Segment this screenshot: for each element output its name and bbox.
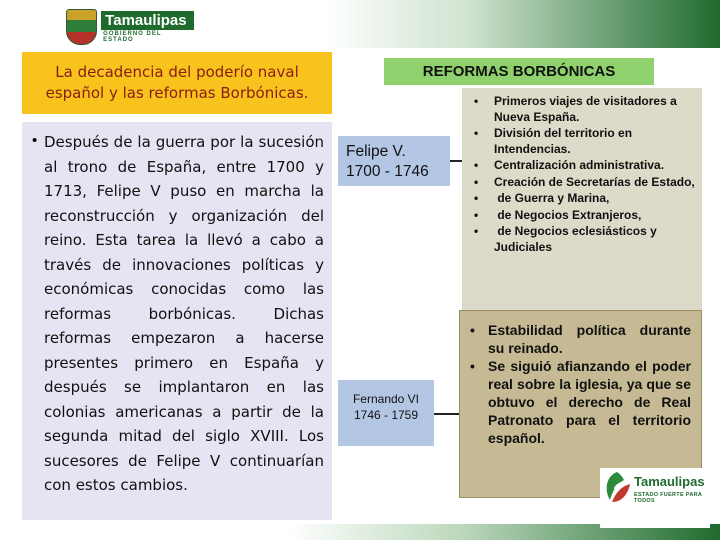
state-crest-icon [66,9,97,45]
swirl-icon [602,468,632,508]
felipe-v-box [338,136,450,186]
footer-logo-name: Tamaulipas [634,474,705,489]
list-item: • Creación de Secretarías de Estado, [472,175,696,191]
logo-subtitle: GOBIERNO DEL ESTADO [103,30,162,43]
header-bar [0,0,720,48]
list-item: • Primeros viajes de visitadores a Nueva España. [472,94,696,125]
fernando-connector [434,413,460,415]
slide-title-line2: español y las reformas Borbónicas. [45,84,309,102]
list-item: • Estabilidad política durante su reinado. [468,321,691,357]
list-item: • División del territorio en Intendencias. [472,126,696,157]
main-text-box [22,122,332,520]
list-item: • Centralización administrativa. [472,158,696,174]
felipe-name: Felipe V. [346,143,406,160]
fernando-years: 1746 - 1759 [353,408,419,422]
felipe-reforms-box [462,88,702,310]
slide-title [22,52,332,114]
list-item: • de Negocios eclesiásticos y Judiciales [472,224,696,255]
footer-logo [600,468,710,528]
fernando-vi-box [338,380,434,446]
list-item: • de Guerra y Marina, [472,191,696,207]
felipe-years: 1700 - 1746 [346,163,429,180]
list-item: • de Negocios Extranjeros, [472,208,696,224]
tamaulipas-logo [66,8,194,46]
reformas-heading: REFORMAS BORBÓNICAS [384,58,654,85]
main-paragraph: Después de la guerra por la sucesión al trono de España, entre 1700 y 1713, Felipe V puso en marcha la reconstrucción y organización del reino. Esta tarea la llevó a cabo a través de innovaciones políticas y económicas conocidas como las reformas borbónicas. Dichas reformas empezaron a hacerse presentes primero en España y después se implantaron en las colonias americanas a partir de la segunda mitad del siglo XVIII. Los sucesores de Felipe V continuarían con estos cambios. [44,133,324,494]
fernando-name: Fernando VI [352,392,420,406]
footer-logo-subtitle: ESTADO FUERTE PARA TODOS [634,492,702,504]
list-item: • Se siguió afianzando el poder real sobre la iglesia, ya que se obtuvo el derecho de Real Patronato para el territorio español. [468,357,691,447]
logo-text [101,11,194,44]
bullet-icon: • [32,132,38,149]
slide-title-line1: La decadencia del poderío naval [55,63,299,81]
logo-name: Tamaulipas [101,11,194,30]
